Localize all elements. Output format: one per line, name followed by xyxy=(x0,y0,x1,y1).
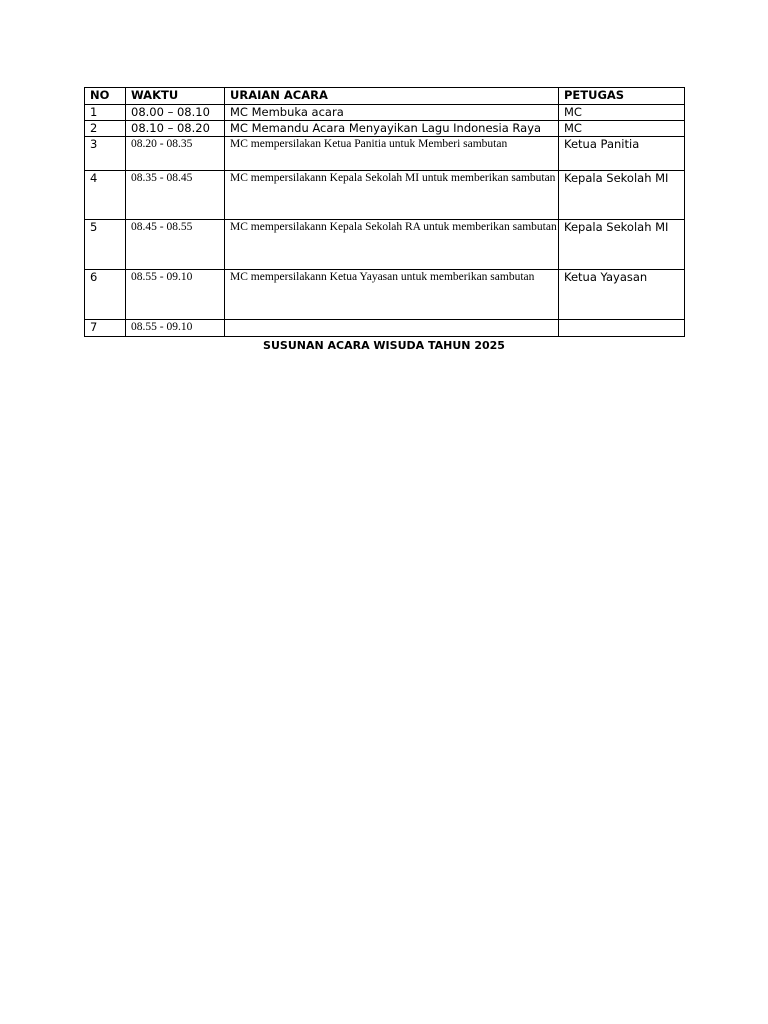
cell-description: MC mempersilakann Ketua Yayasan untuk memberikan sambutan xyxy=(225,270,559,320)
cell-officer: Kepala Sekolah MI xyxy=(559,220,685,270)
table-row xyxy=(85,137,685,171)
cell-time: 08.45 - 08.55 xyxy=(126,220,225,270)
cell-description: MC mempersilakann Kepala Sekolah MI untuk memberikan sambutan xyxy=(225,171,559,220)
cell-no: 6 xyxy=(85,270,126,320)
cell-time: 08.20 - 08.35 xyxy=(126,137,225,171)
cell-officer: MC xyxy=(559,105,685,121)
cell-officer xyxy=(559,320,685,337)
cell-no: 4 xyxy=(85,171,126,220)
table-row xyxy=(85,270,685,320)
cell-time: 08.55 - 09.10 xyxy=(126,320,225,337)
table-header-row xyxy=(85,88,685,105)
cell-description: MC mempersilakan Ketua Panitia untuk Memberi sambutan xyxy=(225,137,559,171)
header-no: NO xyxy=(85,88,126,105)
cell-description: MC Memandu Acara Menyayikan Lagu Indonesia Raya xyxy=(225,121,559,137)
table-row xyxy=(85,320,685,337)
cell-no: 7 xyxy=(85,320,126,337)
table-row xyxy=(85,121,685,137)
header-officer: PETUGAS xyxy=(559,88,685,105)
table-row xyxy=(85,105,685,121)
cell-description xyxy=(225,320,559,337)
table-row xyxy=(85,220,685,270)
cell-time: 08.00 – 08.10 xyxy=(126,105,225,121)
cell-description: MC Membuka acara xyxy=(225,105,559,121)
document-page xyxy=(84,87,684,353)
cell-officer: Kepala Sekolah MI xyxy=(559,171,685,220)
cell-officer: Ketua Yayasan xyxy=(559,270,685,320)
header-description: URAIAN ACARA xyxy=(225,88,559,105)
cell-officer: MC xyxy=(559,121,685,137)
cell-time: 08.10 – 08.20 xyxy=(126,121,225,137)
cell-officer: Ketua Panitia xyxy=(559,137,685,171)
header-time: WAKTU xyxy=(126,88,225,105)
agenda-table xyxy=(84,87,685,337)
cell-no: 2 xyxy=(85,121,126,137)
cell-no: 5 xyxy=(85,220,126,270)
cell-time: 08.55 - 09.10 xyxy=(126,270,225,320)
cell-no: 1 xyxy=(85,105,126,121)
cell-no: 3 xyxy=(85,137,126,171)
cell-time: 08.35 - 08.45 xyxy=(126,171,225,220)
table-row xyxy=(85,171,685,220)
table-caption: SUSUNAN ACARA WISUDA TAHUN 2025 xyxy=(263,339,505,352)
cell-description: MC mempersilakann Kepala Sekolah RA untuk memberikan sambutan xyxy=(225,220,559,270)
